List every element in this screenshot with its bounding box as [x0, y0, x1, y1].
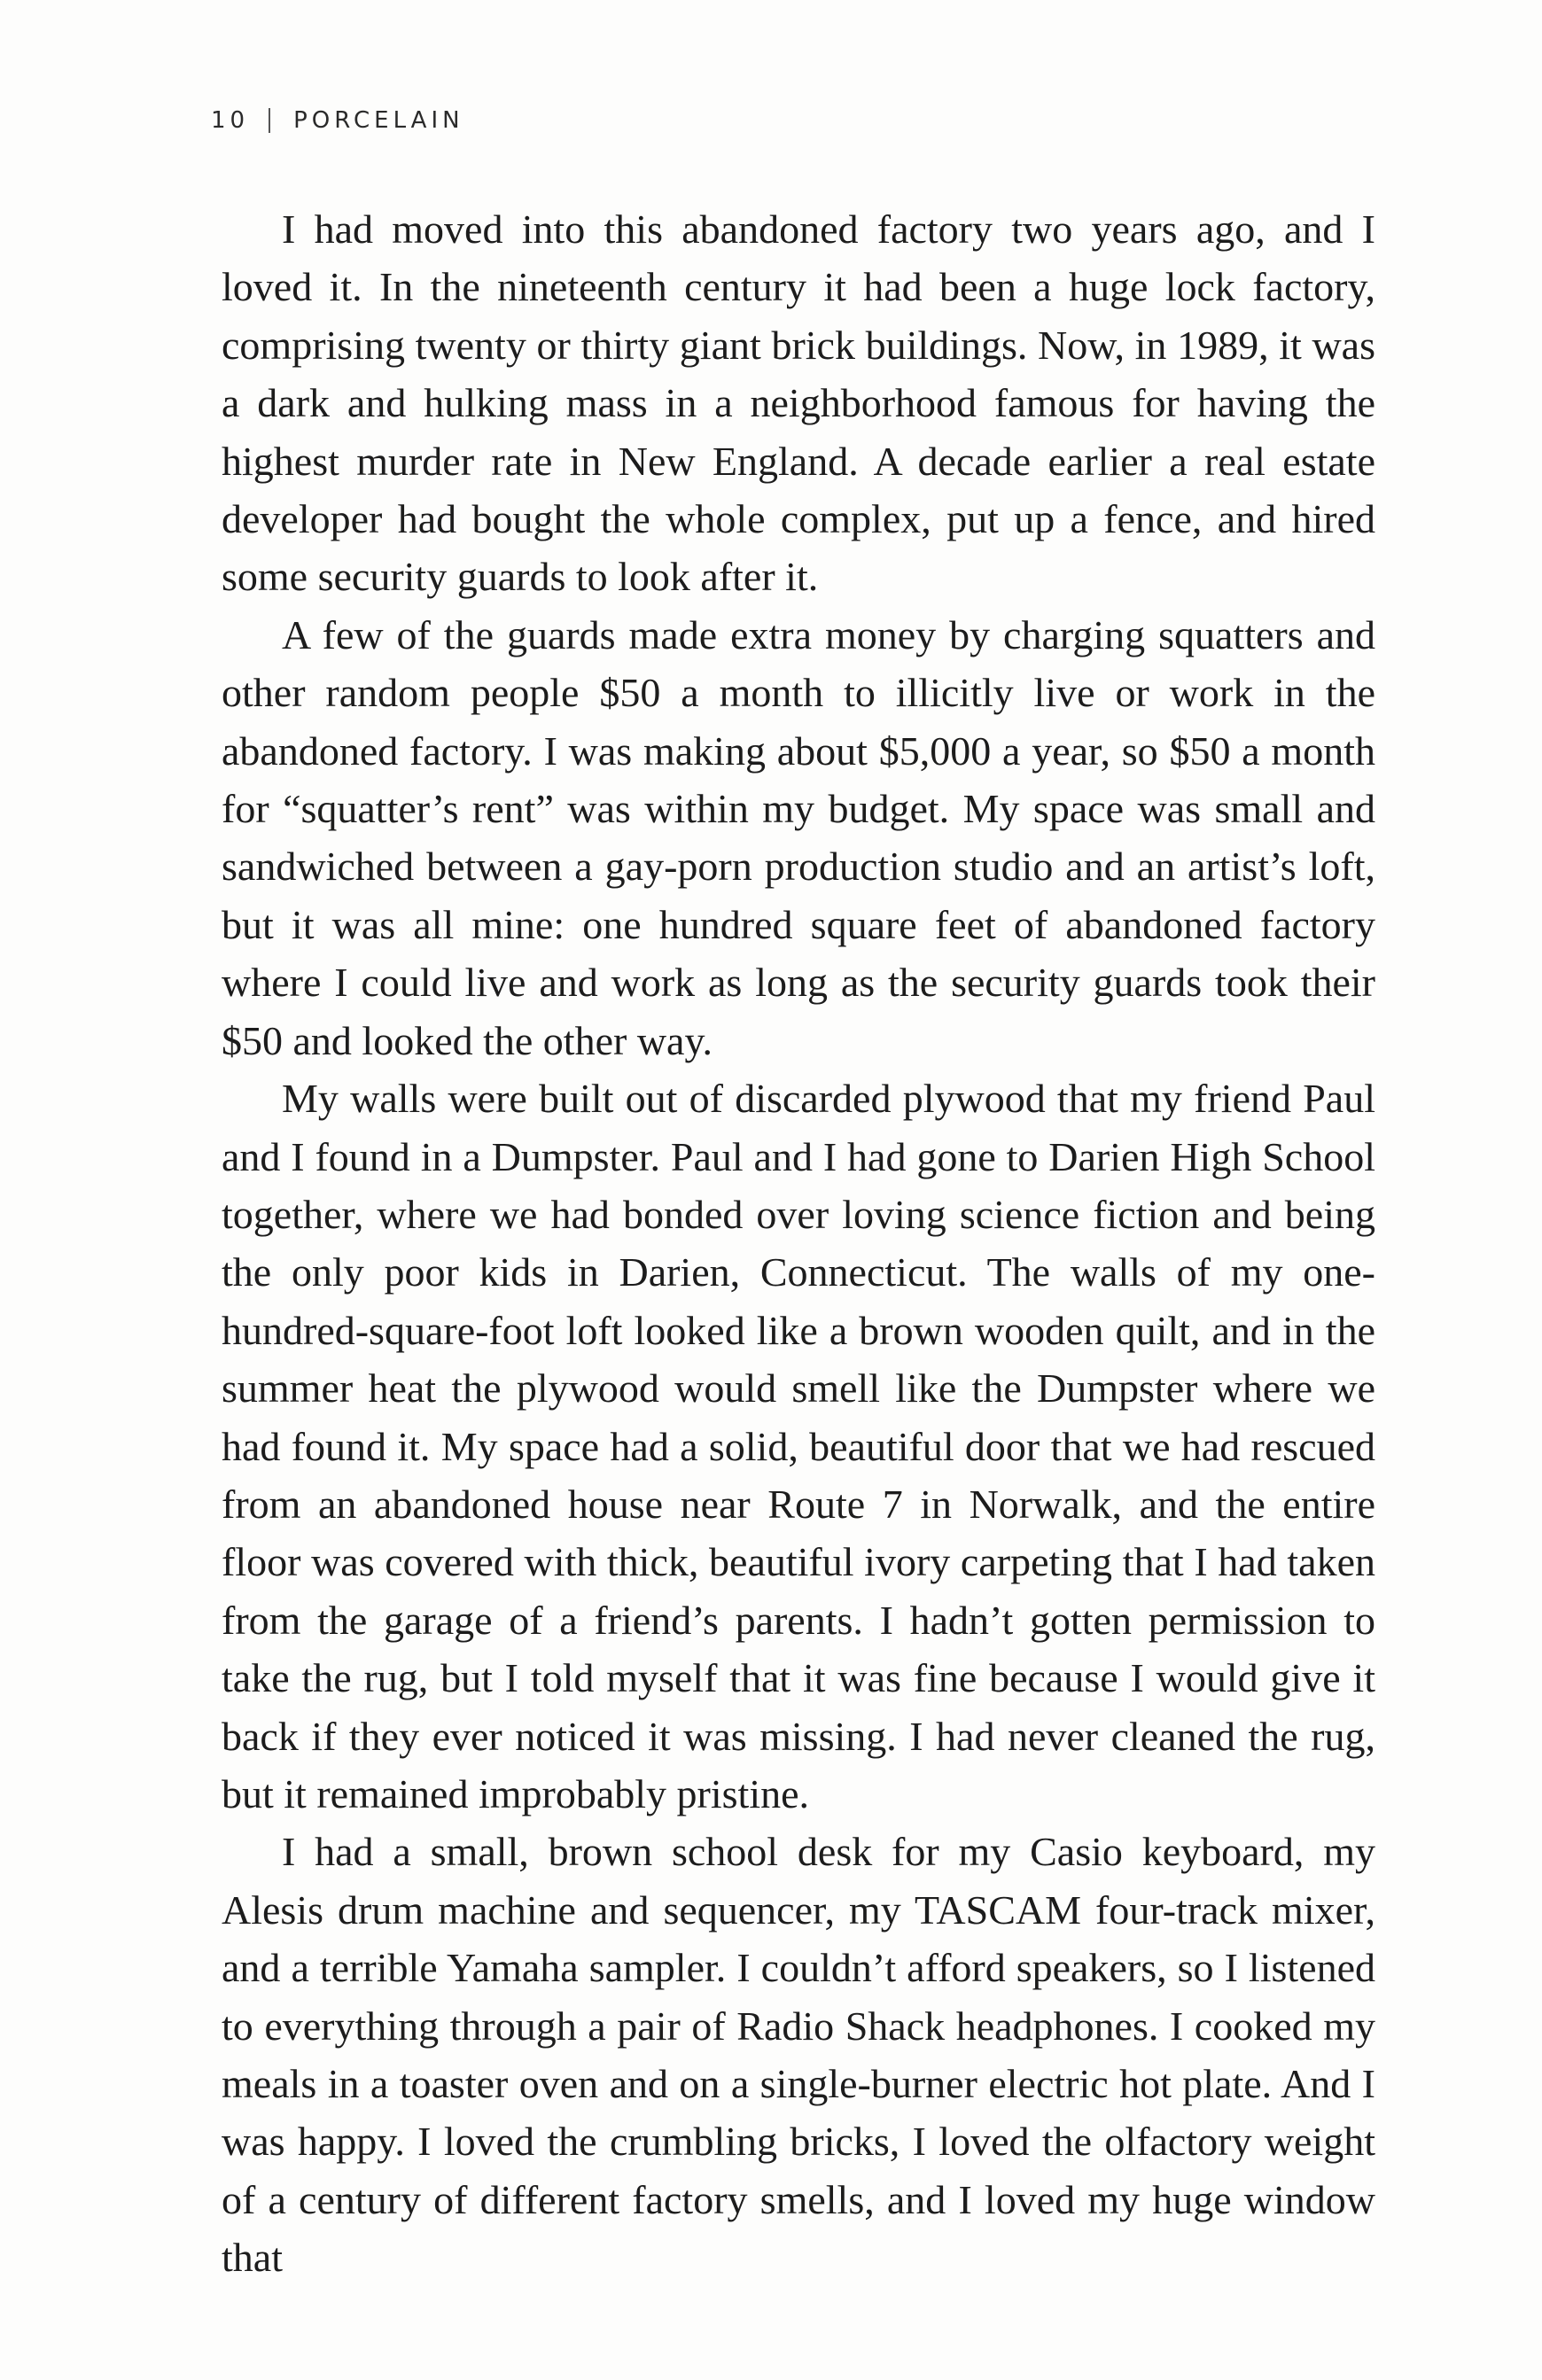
running-head — [211, 103, 464, 138]
book-title: PORCELAIN — [293, 107, 464, 134]
paragraph-1: I had moved into this abandoned factory two years ago, and I loved it. In the nineteenth century it had been a huge lock factory, comprising twenty or thirty giant brick buildings. Now, in 1989, it was a dark and hulking mass in a neighborhood famous for having the highest murder rate in New England. A decade earlier a real estate developer had bought the whole complex, put up a fence, and hired some security guards to look after it. — [222, 206, 1375, 600]
header-separator — [269, 108, 270, 133]
paragraph-2: A few of the guards made extra money by charging squatters and other random people $50 a month to illicitly live or work in the abandoned factory. I was making about $5,000 a year, so $50 a month for “squatter’s rent” was within my budget. My space was small and sandwiched between a gay-porn production studio and an artist’s loft, but it was all mine: one hundred square feet of abandoned factory where I could live and work as long as the security guards took their $50 and looked the other way. — [222, 611, 1375, 1063]
body-text — [222, 200, 1375, 2287]
paragraph-3: My walls were built out of discarded plywood that my friend Paul and I found in a Dumpster. Paul and I had gone to Darien High School together, where we had bonded over loving science fiction and being the only poor kids in Darien, Connecticut. The walls of my one-hundred-square-foot loft looked like a brown wooden quilt, and in the summer heat the plywood would smell like the Dumpster where we had found it. My space had a solid, beautiful door that we had rescued from an abandoned house near Route 7 in Norwalk, and the entire floor was covered with thick, beautiful ivory carpeting that I had taken from the garage of a friend’s parents. I hadn’t gotten permission to take the rug, but I told myself that it was fine because I would give it back if they ever noticed it was missing. I had never cleaned the rug, but it remained improbably pristine. — [222, 1076, 1375, 1816]
page-number: 10 — [211, 107, 250, 134]
paragraph-4: I had a small, brown school desk for my Casio keyboard, my Alesis drum machine and sequencer, my TASCAM four-track mixer, and a terrible Yamaha sampler. I couldn’t afford speakers, so I listened to everything through a pair of Radio Shack headphones. I cooked my meals in a toaster oven and on a single-burner electric hot plate. And I was happy. I loved the crumbling bricks, I loved the olfactory weight of a century of different factory smells, and I loved my huge window that — [222, 1829, 1375, 2281]
